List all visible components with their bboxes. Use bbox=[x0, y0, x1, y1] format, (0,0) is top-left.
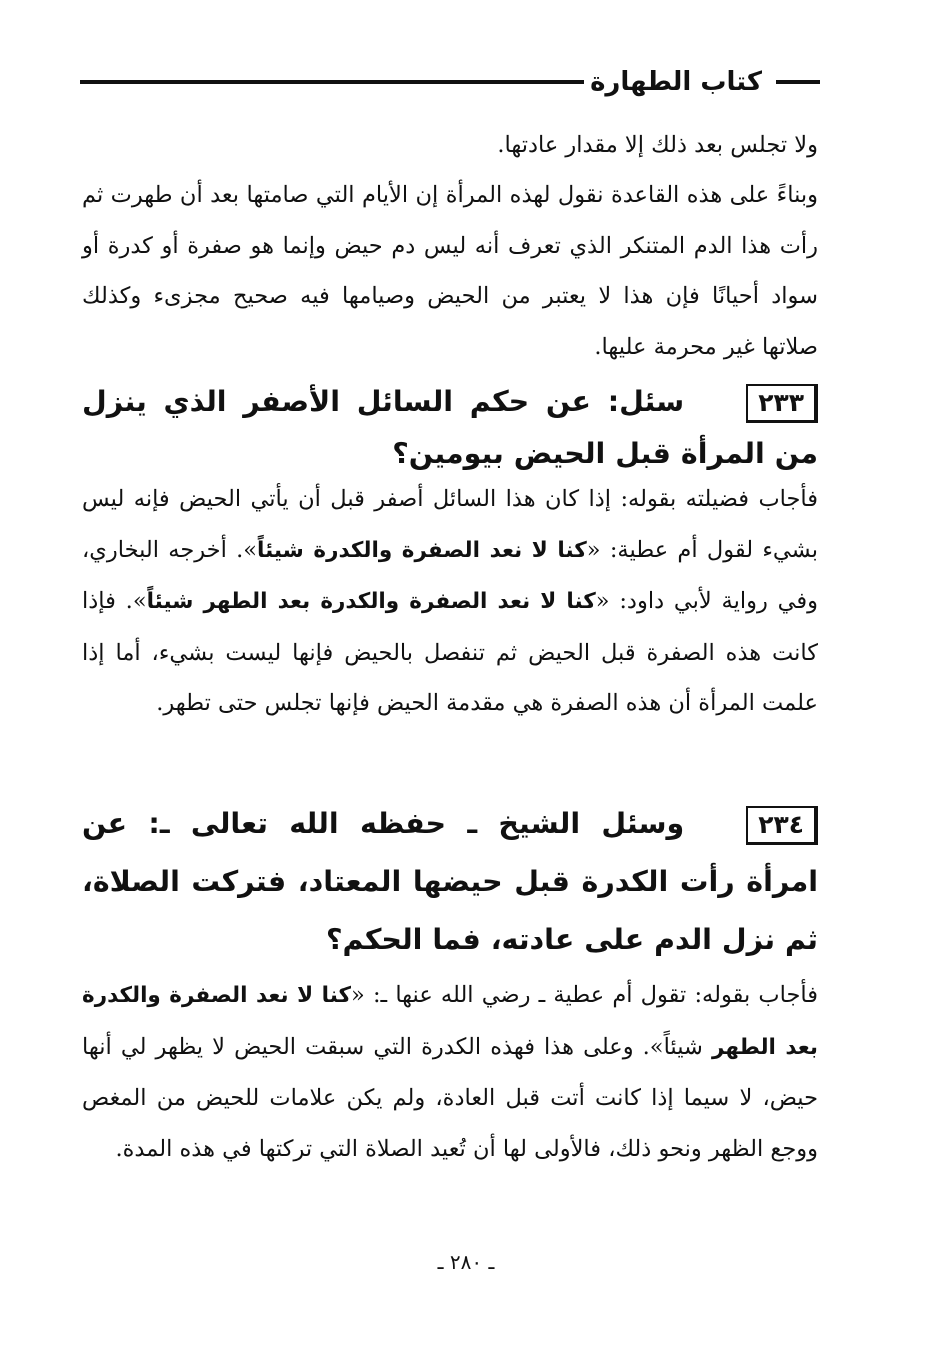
question-234 bbox=[82, 795, 818, 969]
question-text: سئل: عن حكم السائل الأصفر الذي ينزل من المرأة قبل الحيض بيومين؟ bbox=[82, 385, 818, 470]
header-rule bbox=[80, 80, 584, 84]
header-dash bbox=[776, 80, 820, 84]
page-number: ـ ٢٨٠ ـ bbox=[437, 1250, 495, 1274]
answer-233 bbox=[82, 474, 876, 729]
quote-bold: كنا لا نعد الصفرة والكدرة شيئاً bbox=[257, 537, 587, 563]
question-number: ٢٣٣ bbox=[746, 384, 818, 423]
question-233 bbox=[82, 376, 818, 480]
answer-234 bbox=[82, 970, 876, 1174]
answer-text: شيئاً». وعلى هذا فهذه الكدرة التي سبقت الحيض لا يظهر لي أنها حيض، لا سيما إذا كانت أتت قبل العادة، ولم يكن علامات للحيض من المغص ووجع الظهر ونحو ذلك، فالأولى لها أن تُعيد الصلاة التي تركتها في هذه المدة. bbox=[82, 1033, 818, 1162]
answer-text: فأجاب بقوله: تقول أم عطية ـ رضي الله عنها ـ: « bbox=[351, 982, 818, 1008]
answer-text: ». أخرجه البخاري، وفي رواية لأبي داود: « bbox=[82, 536, 818, 614]
question-number: ٢٣٤ bbox=[746, 806, 818, 845]
running-header bbox=[80, 62, 820, 102]
question-text: وسئل الشيخ ـ حفظه الله تعالى ـ: عن امرأة رأت الكدرة قبل حيضها المعتاد، فتركت الصلاة، ثم نزل الدم على عادته، فما الحكم؟ bbox=[82, 807, 818, 956]
quote-bold: كنا لا نعد الصفرة والكدرة بعد الطهر bbox=[82, 983, 818, 1060]
quote-bold: كنا لا نعد الصفرة والكدرة بعد الطهر شيئاً bbox=[146, 589, 596, 614]
answer-text: ». فإذا كانت هذه الصفرة قبل الحيض ثم تنفصل بالحيض فإنها ليست بشيء، أما إذا علمت المرأة أن هذه الصفرة هي مقدمة الحيض فإنها تجلس حتى تطهر. bbox=[82, 588, 818, 716]
answer-text: فأجاب فضيلته بقوله: إذا كان هذا السائل أصفر قبل أن يأتي الحيض فإنه ليس بشيء لقول أم عطية: « bbox=[82, 486, 819, 563]
intro-line: ولا تجلس بعد ذلك إلا مقدار عادتها. bbox=[497, 132, 818, 158]
intro-paragraph: وبناءً على هذه القاعدة نقول لهذه المرأة إن الأيام التي صامتها بعد أن طهرت ثم رأت هذا الدم المتنكر الذي تعرف أنه ليس دم حيض وإنما هو صفرة أو كدرة أو سواد أحيانًا فإن هذا لا يعتبر من الحيض وصيامها فيه صحيح مجزىء وكذلك صلاتها غير محرمة عليها. bbox=[82, 182, 818, 360]
book-title: كتاب الطهارة bbox=[590, 67, 762, 97]
